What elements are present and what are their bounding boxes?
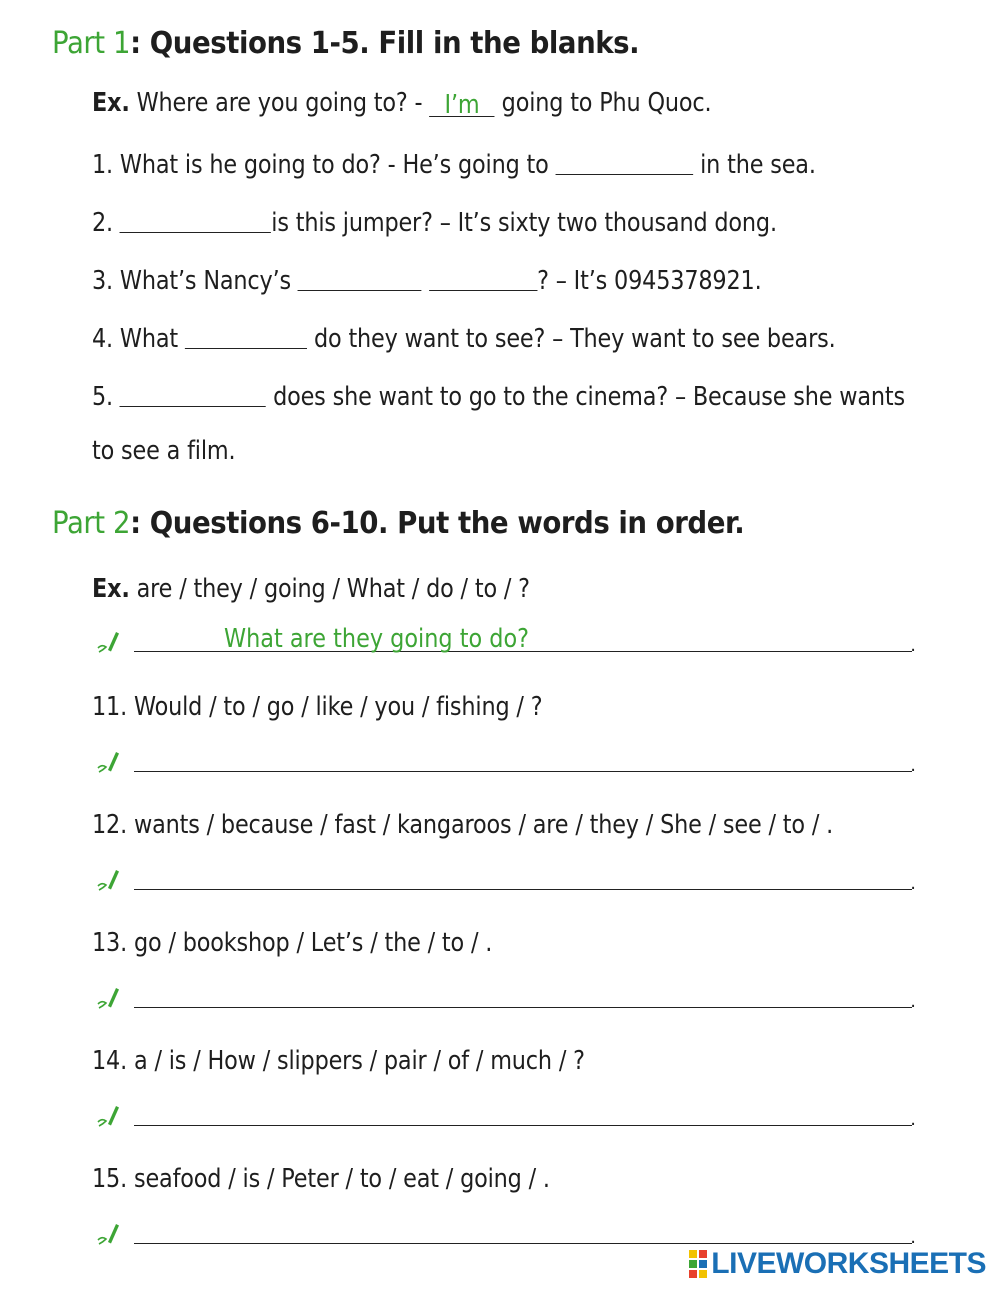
part2-example-answer-row bbox=[94, 622, 924, 656]
question-14-words: 14. a / is / How / slippers / pair / of / much / ? bbox=[92, 1046, 585, 1076]
question-14-answer-line[interactable] bbox=[134, 1125, 912, 1126]
example-text-before: Where are you going to? - bbox=[129, 88, 430, 118]
question-12-words: 12. wants / because / fast / kangaroos / are / they / She / see / to / . bbox=[92, 810, 834, 840]
question-5-after: does she want to go to the cinema? – Because she wants bbox=[266, 382, 906, 412]
answer-line-end: . bbox=[910, 991, 916, 1012]
answer-line-end: . bbox=[910, 1227, 916, 1248]
question-3-after: ? – It’s 0945378921. bbox=[537, 266, 762, 296]
question-3-blank-b[interactable] bbox=[429, 264, 537, 291]
liveworksheets-logo[interactable] bbox=[689, 1246, 986, 1282]
question-5-blank[interactable] bbox=[120, 380, 266, 407]
question-15-answer-row[interactable] bbox=[94, 1214, 924, 1248]
answer-line-end: . bbox=[910, 755, 916, 776]
question-3-before: 3. What’s Nancy’s bbox=[92, 266, 298, 296]
question-5 bbox=[92, 378, 905, 412]
question-15-answer-line[interactable] bbox=[134, 1243, 912, 1244]
logo-text: LIVEWORKSHEETS bbox=[711, 1247, 986, 1280]
pencil-icon bbox=[94, 982, 124, 1012]
pencil-icon bbox=[94, 626, 124, 656]
example-text-after: going to Phu Quoc. bbox=[494, 88, 712, 118]
part1-label: Part 1 bbox=[52, 26, 131, 61]
question-4-after: do they want to see? – They want to see bears. bbox=[307, 324, 836, 354]
question-11-words: 11. Would / to / go / like / you / fishing / ? bbox=[92, 692, 543, 722]
part2-example-prefix: Ex. bbox=[92, 574, 130, 604]
part2-heading bbox=[52, 506, 744, 541]
question-3 bbox=[92, 262, 762, 296]
question-1-blank[interactable] bbox=[556, 148, 694, 175]
question-12-answer-row[interactable] bbox=[94, 860, 924, 894]
answer-line-end: . bbox=[910, 1109, 916, 1130]
question-14-answer-row[interactable] bbox=[94, 1096, 924, 1130]
example-prefix: Ex. bbox=[92, 88, 130, 118]
question-5-continuation: to see a film. bbox=[92, 436, 236, 466]
example-answer-blank: I’m bbox=[429, 90, 494, 117]
question-1-before: 1. What is he going to do? - He’s going to bbox=[92, 150, 556, 180]
part1-title: : Questions 1-5. Fill in the blanks. bbox=[130, 26, 640, 61]
question-1-after: in the sea. bbox=[693, 150, 816, 180]
pencil-icon bbox=[94, 864, 124, 894]
question-11-answer-row[interactable] bbox=[94, 742, 924, 776]
question-13-answer-line[interactable] bbox=[134, 1007, 912, 1008]
part2-example-word-list: are / they / going / What / do / to / ? bbox=[129, 574, 530, 604]
answer-line-end: . bbox=[910, 873, 916, 894]
question-2 bbox=[92, 204, 777, 238]
part1-heading bbox=[52, 26, 639, 61]
pencil-icon bbox=[94, 1218, 124, 1248]
question-4-before: 4. What bbox=[92, 324, 185, 354]
question-11-answer-line[interactable] bbox=[134, 771, 912, 772]
part2-example-answer: What are they going to do? bbox=[224, 624, 530, 654]
question-2-before: 2. bbox=[92, 208, 120, 238]
part1-example bbox=[92, 88, 711, 118]
question-3-blank-a[interactable] bbox=[298, 264, 422, 291]
question-2-blank[interactable] bbox=[120, 206, 271, 233]
question-2-after: is this jumper? – It’s sixty two thousand dong. bbox=[271, 208, 777, 238]
question-4 bbox=[92, 320, 836, 354]
question-12-answer-line[interactable] bbox=[134, 889, 912, 890]
logo-grid-icon bbox=[689, 1250, 707, 1278]
pencil-icon bbox=[94, 746, 124, 776]
pencil-icon bbox=[94, 1100, 124, 1130]
question-13-answer-row[interactable] bbox=[94, 978, 924, 1012]
answer-line-end: . bbox=[910, 635, 916, 656]
question-5-before: 5. bbox=[92, 382, 120, 412]
question-3-middle bbox=[422, 266, 429, 296]
question-15-words: 15. seafood / is / Peter / to / eat / going / . bbox=[92, 1164, 550, 1194]
question-1 bbox=[92, 146, 816, 180]
part2-example-words bbox=[92, 574, 530, 604]
question-13-words: 13. go / bookshop / Let’s / the / to / . bbox=[92, 928, 493, 958]
part2-title: : Questions 6-10. Put the words in order. bbox=[130, 506, 745, 541]
part2-label: Part 2 bbox=[52, 506, 131, 541]
question-4-blank[interactable] bbox=[185, 322, 307, 349]
